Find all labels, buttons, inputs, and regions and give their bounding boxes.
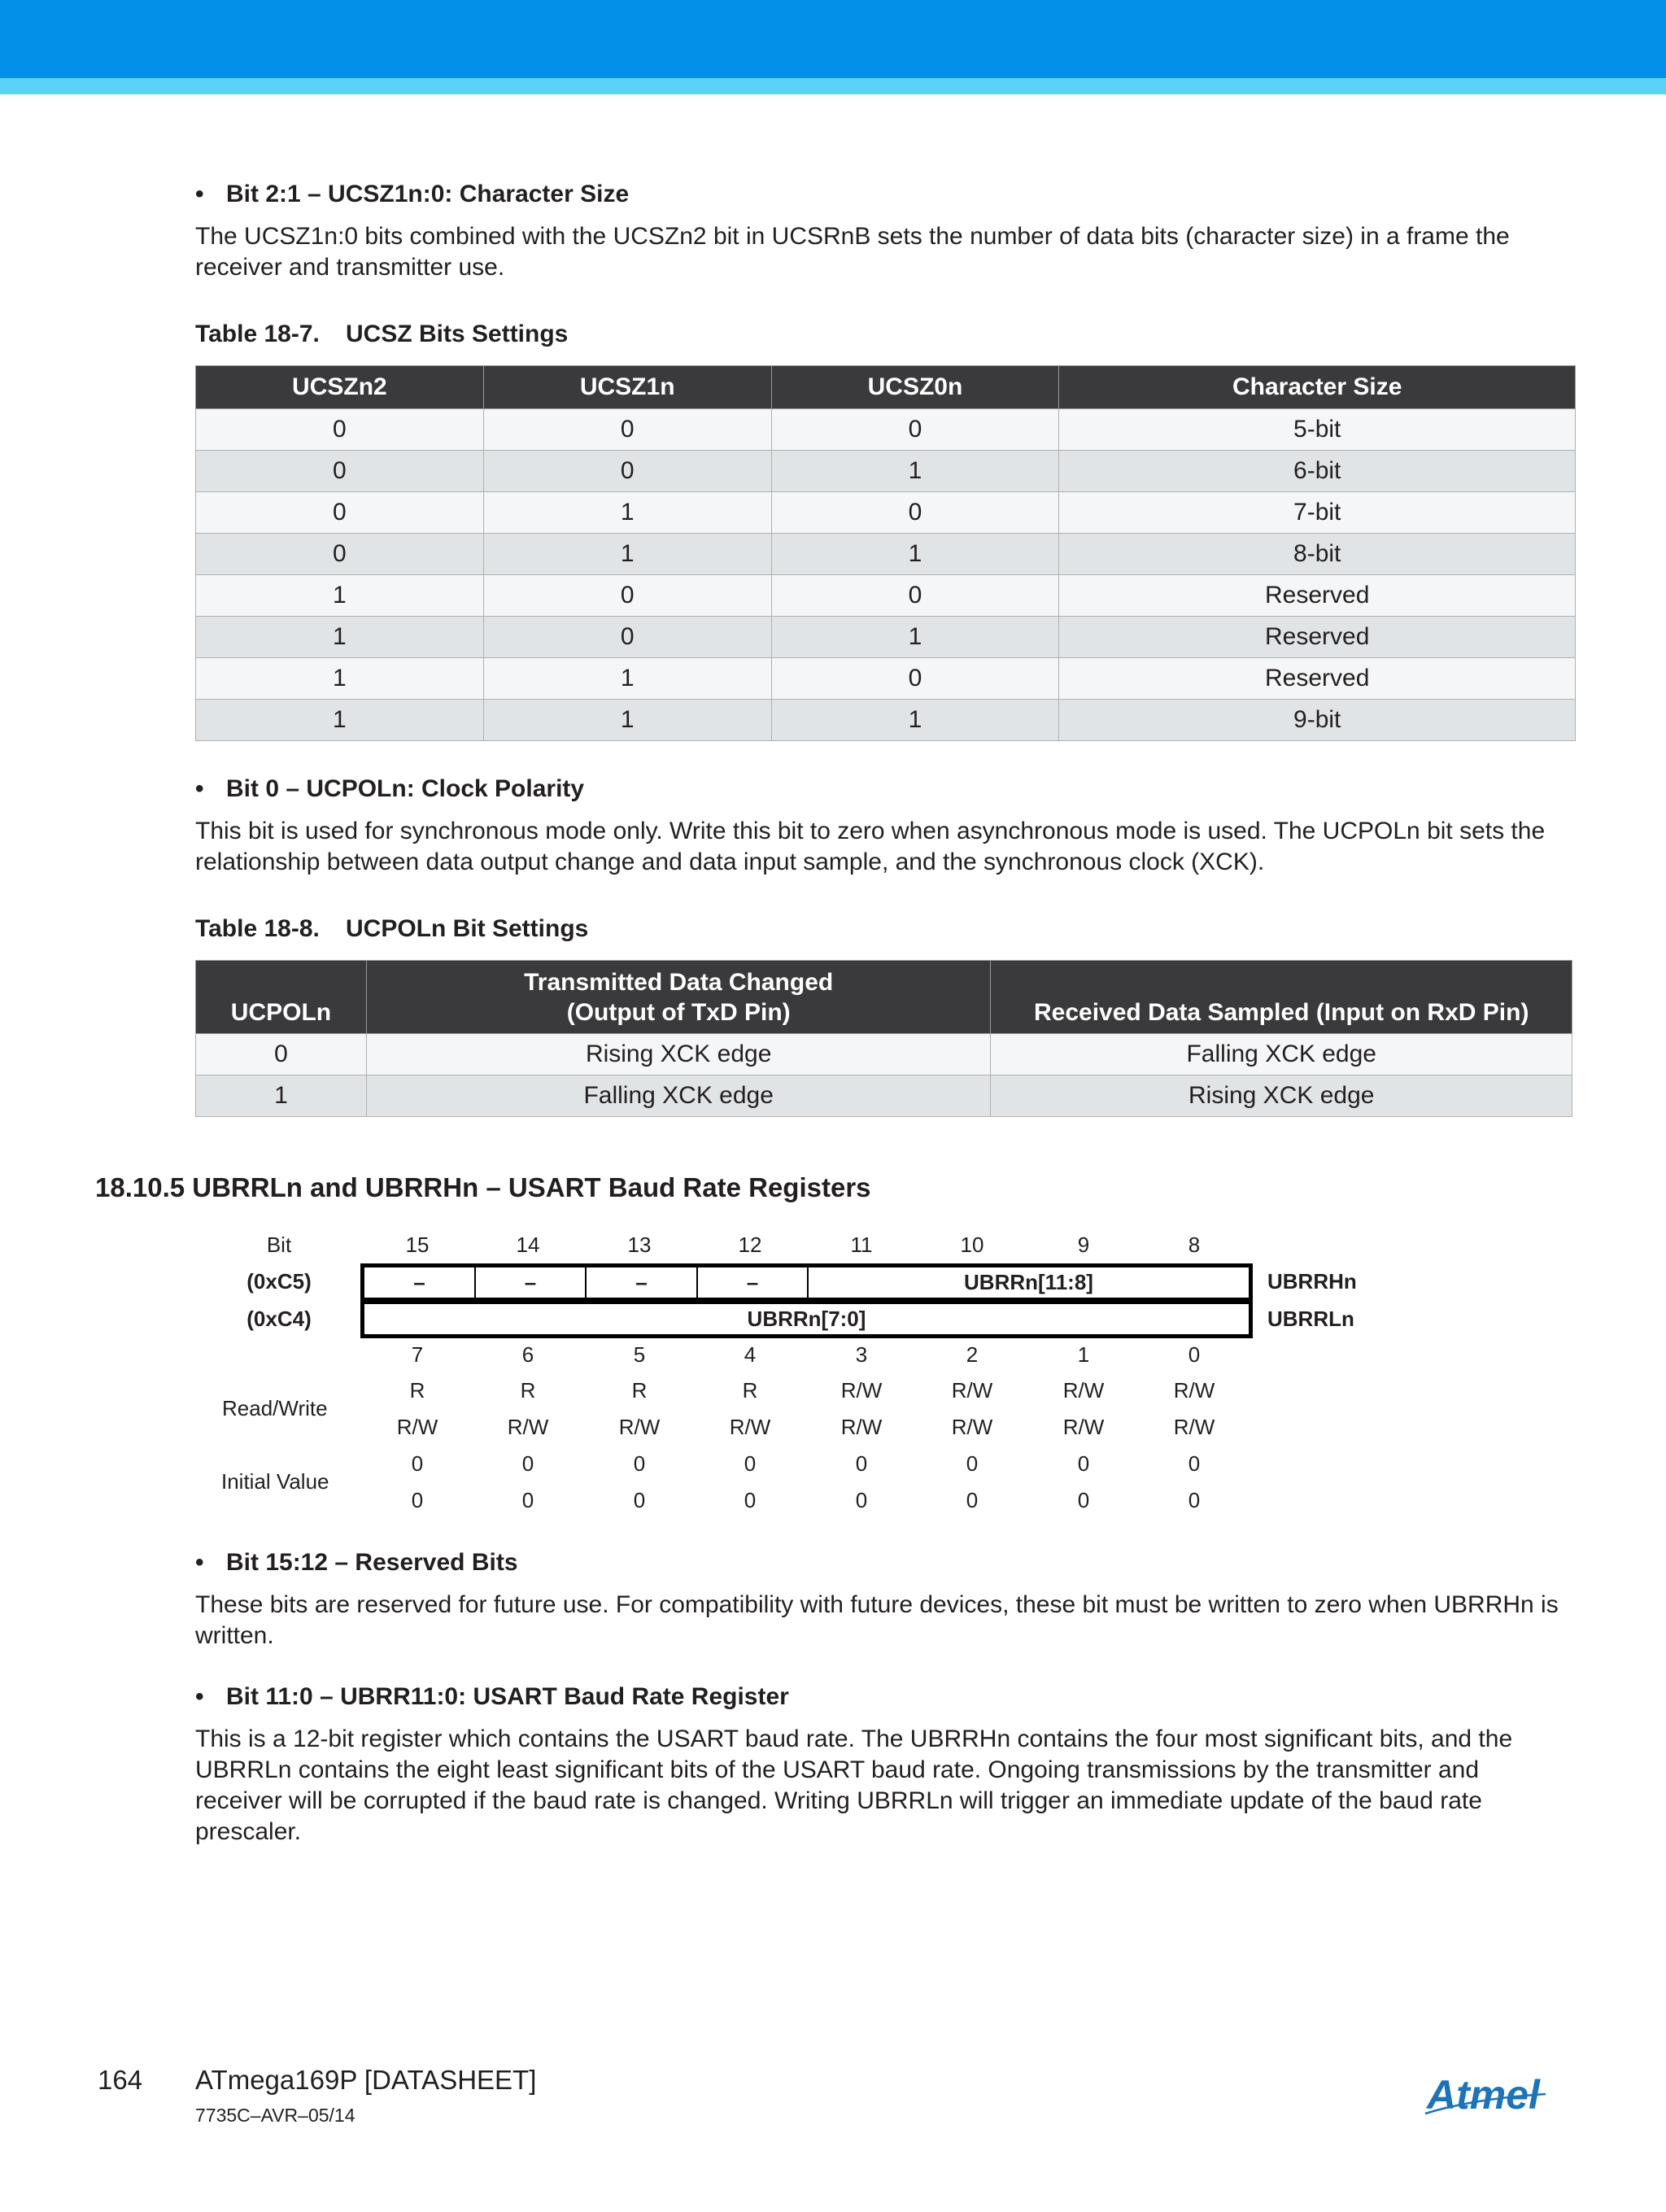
table-header: Transmitted Data Changed (Output of TxD Pin) xyxy=(366,961,991,1034)
table-cell: 1 xyxy=(771,451,1059,492)
initial-value: 0 xyxy=(521,1451,534,1476)
read-write-label: Read/Write xyxy=(222,1396,328,1420)
bit-number: 15 xyxy=(405,1233,430,1257)
table-cell: 1 xyxy=(196,658,484,700)
table-cell: 0 xyxy=(196,534,484,575)
access-value: R/W xyxy=(951,1415,993,1439)
bullet-icon: • xyxy=(195,1683,204,1710)
section-heading-ubrr: 18.10.5 UBRRLn and UBRRHn – USART Baud Rate Registers xyxy=(95,1172,871,1202)
table-cell: 0 xyxy=(196,409,484,451)
initial-value: 0 xyxy=(1188,1451,1201,1476)
table-row xyxy=(196,617,1576,658)
table-cell: Rising XCK edge xyxy=(991,1075,1572,1117)
paragraph-ubrr: This is a 12-bit register which contains the USART baud rate. The UBRRHn contains the four most significant bits, and the UBRRLn contains the eight least significant bits of the USART baud rate. Ongoing transmissions by the transmitter and receiver will be corrupted if the baud rate is changed. Writing UBRRLn will trigger an immediate update of the baud rate prescaler. xyxy=(195,1726,1513,1845)
table-cell: 0 xyxy=(483,617,771,658)
table-cell: 1 xyxy=(771,617,1059,658)
ubrrh-register-box xyxy=(360,1263,1253,1302)
table-cell: 0 xyxy=(771,658,1059,700)
bit-label: Bit xyxy=(266,1233,292,1257)
page-number: 164 xyxy=(98,2065,143,2095)
table-cell: 0 xyxy=(196,492,484,534)
table-cell: Reserved xyxy=(1059,617,1576,658)
access-value: R xyxy=(631,1378,648,1403)
register-cell: – xyxy=(364,1267,476,1298)
ucsz-table xyxy=(195,365,1576,741)
table-cell: 1 xyxy=(196,575,484,617)
table-cell: 1 xyxy=(771,700,1059,741)
bullet-icon: • xyxy=(195,181,204,207)
table-cell: 1 xyxy=(483,534,771,575)
bullet-heading-reserved: • Bit 15:12 – Reserved Bits xyxy=(195,1549,518,1576)
bit-number: 7 xyxy=(411,1342,424,1367)
table-row xyxy=(196,1034,1572,1075)
table-cell: 1 xyxy=(196,617,484,658)
initial-value: 0 xyxy=(1188,1488,1201,1512)
initial-value: 0 xyxy=(633,1451,646,1476)
paragraph-ucsz: The UCSZ1n:0 bits combined with the UCSZn2 bit in UCSRnB sets the number of data bits (character size) in a frame the receiver and transmitter use. xyxy=(195,223,1510,281)
table-row xyxy=(196,451,1576,492)
paragraph-ucpol: This bit is used for synchronous mode only. Write this bit to zero when asynchronous mode is used. The UCPOLn bit sets the relationship between data output change and data input sample, and the synchronous clock (XCK). xyxy=(195,818,1546,875)
register-cell-ubrr-low: UBRRn[7:0] xyxy=(747,1307,866,1331)
ubrrl-register-box xyxy=(360,1300,1253,1338)
register-cell: – xyxy=(587,1267,698,1298)
table-cell: 0 xyxy=(483,409,771,451)
table-caption-ucpol: Table 18-8. UCPOLn Bit Settings xyxy=(195,915,589,942)
initial-value: 0 xyxy=(966,1488,979,1512)
register-cell: – xyxy=(476,1267,587,1298)
table-cell: 0 xyxy=(196,451,484,492)
initial-value-label: Initial Value xyxy=(221,1469,329,1494)
table-row xyxy=(196,658,1576,700)
table-cell: 1 xyxy=(483,700,771,741)
bit-number: 0 xyxy=(1188,1342,1201,1367)
table-row xyxy=(196,534,1576,575)
table-header: UCPOLn xyxy=(196,961,367,1034)
initial-value: 0 xyxy=(411,1451,424,1476)
address-low: (0xC4) xyxy=(246,1307,312,1331)
bullet-icon: • xyxy=(195,1549,204,1576)
ucpol-table xyxy=(195,960,1572,1117)
table-header: Character Size xyxy=(1059,366,1576,409)
table-header: UCSZn2 xyxy=(196,366,484,409)
table-header: UCSZ1n xyxy=(483,366,771,409)
table-cell: 1 xyxy=(196,700,484,741)
initial-value: 0 xyxy=(855,1488,868,1512)
access-value: R/W xyxy=(840,1378,883,1403)
bit-number: 5 xyxy=(633,1342,646,1367)
bit-number: 3 xyxy=(855,1342,868,1367)
access-value: R/W xyxy=(1062,1378,1105,1403)
table-cell: 8-bit xyxy=(1059,534,1576,575)
bit-number: 13 xyxy=(627,1233,652,1257)
table-cell: Reserved xyxy=(1059,575,1576,617)
table-cell: 0 xyxy=(483,451,771,492)
access-value: R/W xyxy=(507,1415,549,1439)
table-row xyxy=(196,492,1576,534)
register-name-high: UBRRHn xyxy=(1267,1269,1357,1294)
table-row xyxy=(196,409,1576,451)
table-cell: 1 xyxy=(771,534,1059,575)
register-cell-ubrr-high: UBRRn[11:8] xyxy=(964,1270,1093,1294)
initial-value: 0 xyxy=(966,1451,979,1476)
initial-value: 0 xyxy=(521,1488,534,1512)
table-cell: 1 xyxy=(483,658,771,700)
table-cell: 0 xyxy=(771,492,1059,534)
initial-value: 0 xyxy=(411,1488,424,1512)
register-name-low: UBRRLn xyxy=(1267,1307,1354,1331)
paragraph-reserved: These bits are reserved for future use. For compatibility with future devices, these bit must be written to zero when UBRRHn is written. xyxy=(195,1591,1559,1649)
table-cell: 1 xyxy=(196,1075,367,1117)
access-value: R/W xyxy=(840,1415,883,1439)
table-cell: 0 xyxy=(196,1034,367,1075)
table-cell: Reserved xyxy=(1059,658,1576,700)
table-cell: 5-bit xyxy=(1059,409,1576,451)
table-cell: 0 xyxy=(483,575,771,617)
table-cell: 1 xyxy=(483,492,771,534)
table-header: Received Data Sampled (Input on RxD Pin) xyxy=(991,961,1572,1034)
bullet-heading-ubrr: • Bit 11:0 – UBRR11:0: USART Baud Rate Register xyxy=(195,1683,789,1710)
header-stripe xyxy=(0,78,1666,94)
initial-value: 0 xyxy=(1077,1488,1090,1512)
bullet-heading-ucsz: • Bit 2:1 – UCSZ1n:0: Character Size xyxy=(195,181,630,207)
document-revision: 7735C–AVR–05/14 xyxy=(195,2105,355,2126)
access-value: R/W xyxy=(951,1378,993,1403)
atmel-logo xyxy=(1424,2066,1570,2123)
bit-number: 14 xyxy=(516,1233,540,1257)
initial-value: 0 xyxy=(744,1488,757,1512)
initial-value: 0 xyxy=(633,1488,646,1512)
initial-value: 0 xyxy=(1077,1451,1090,1476)
bit-number: 9 xyxy=(1077,1233,1090,1257)
access-value: R/W xyxy=(729,1415,771,1439)
bit-number: 2 xyxy=(966,1342,979,1367)
initial-value: 0 xyxy=(744,1451,757,1476)
table-row xyxy=(196,1075,1572,1117)
bullet-heading-ucpol: • Bit 0 – UCPOLn: Clock Polarity xyxy=(195,775,585,802)
table-header: UCSZ0n xyxy=(771,366,1059,409)
access-value: R/W xyxy=(1062,1415,1105,1439)
bit-number: 6 xyxy=(521,1342,534,1367)
bit-number: 10 xyxy=(960,1233,984,1257)
table-cell: Falling XCK edge xyxy=(366,1075,991,1117)
bit-number: 4 xyxy=(744,1342,757,1367)
table-cell: Falling XCK edge xyxy=(991,1034,1572,1075)
table-cell: Rising XCK edge xyxy=(366,1034,991,1075)
table-cell: 7-bit xyxy=(1059,492,1576,534)
bit-number: 1 xyxy=(1077,1342,1090,1367)
access-value: R/W xyxy=(396,1415,438,1439)
initial-value: 0 xyxy=(855,1451,868,1476)
table-cell: 0 xyxy=(771,409,1059,451)
table-row xyxy=(196,575,1576,617)
bit-number: 11 xyxy=(850,1233,873,1257)
address-high: (0xC5) xyxy=(246,1269,312,1294)
bit-number: 8 xyxy=(1188,1233,1201,1257)
bit-number: 12 xyxy=(738,1233,762,1257)
bullet-icon: • xyxy=(195,775,204,802)
table-row xyxy=(196,700,1576,741)
access-value: R xyxy=(409,1378,425,1403)
access-value: R/W xyxy=(618,1415,661,1439)
table-caption-ucsz: Table 18-7. UCSZ Bits Settings xyxy=(195,321,569,347)
table-cell: 0 xyxy=(771,575,1059,617)
document-title: ATmega169P [DATASHEET] xyxy=(195,2065,537,2095)
access-value: R xyxy=(742,1378,758,1403)
header-band xyxy=(0,0,1666,78)
register-cell: – xyxy=(698,1267,809,1298)
access-value: R xyxy=(520,1378,536,1403)
table-cell: 9-bit xyxy=(1059,700,1576,741)
access-value: R/W xyxy=(1173,1378,1215,1403)
atmel-logo-text: Atmel xyxy=(1427,2072,1540,2118)
access-value: R/W xyxy=(1173,1415,1215,1439)
table-cell: 6-bit xyxy=(1059,451,1576,492)
